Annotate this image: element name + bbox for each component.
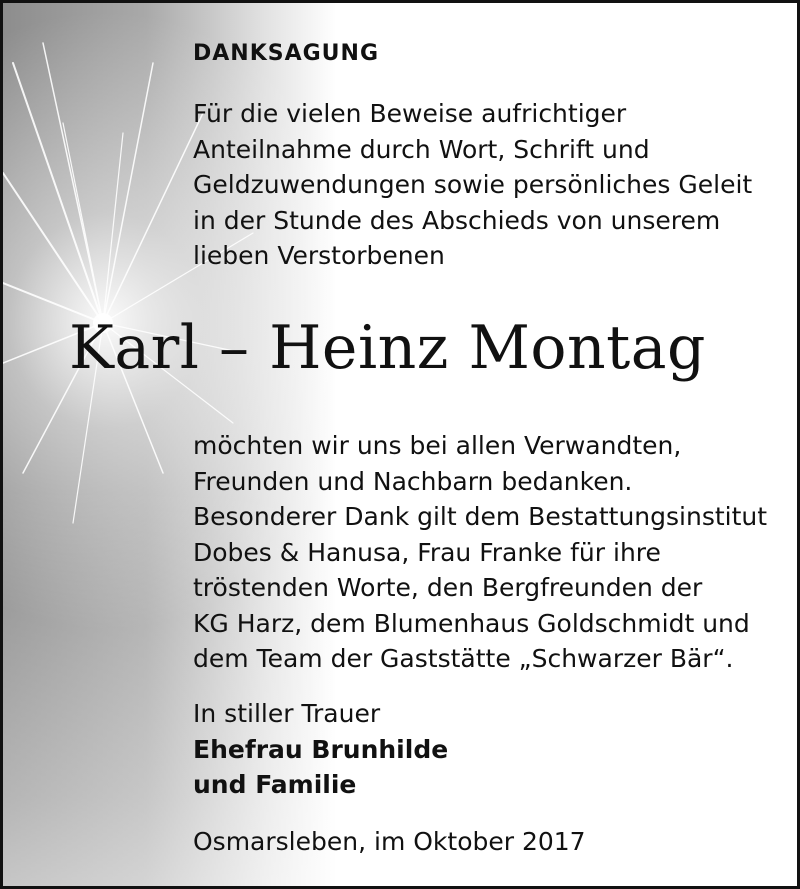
intro-line: Geldzuwendungen sowie persönliches Geleit: [193, 170, 753, 199]
signature-name: und Familie: [193, 770, 357, 799]
intro-line: in der Stunde des Abschieds von unserem: [193, 205, 721, 235]
signature-name: Ehefrau Brunhilde: [193, 734, 449, 764]
place-and-date: Osmarsleben, im Oktober 2017: [193, 827, 586, 856]
deceased-name: Karl – Heinz Montag: [69, 313, 706, 383]
thanks-line: tröstenden Worte, den Bergfreunden der: [193, 573, 703, 602]
thanks-line: Freunden und Nachbarn bedanken.: [193, 466, 633, 496]
thanks-line: KG Harz, dem Blumenhaus Goldschmidt und: [193, 608, 750, 638]
intro-paragraph: [193, 96, 752, 274]
intro-line: Für die vielen Beweise aufrichtiger: [193, 99, 627, 128]
thanks-line: Besonderer Dank gilt dem Bestattungsinstitut: [193, 502, 768, 531]
signature-block: [193, 696, 448, 803]
thanks-line: Dobes & Hanusa, Frau Franke für ihre: [193, 537, 661, 567]
notice-heading: DANKSAGUNG: [193, 41, 380, 66]
thanks-paragraph: [193, 428, 767, 677]
notice-content: [3, 3, 797, 886]
intro-line: lieben Verstorbenen: [193, 241, 445, 270]
mourning-phrase: In stiller Trauer: [193, 699, 381, 728]
thanks-line: dem Team der Gaststätte „Schwarzer Bär“.: [193, 644, 734, 673]
thanks-line: möchten wir uns bei allen Verwandten,: [193, 431, 682, 460]
intro-line: Anteilnahme durch Wort, Schrift und: [193, 134, 650, 164]
